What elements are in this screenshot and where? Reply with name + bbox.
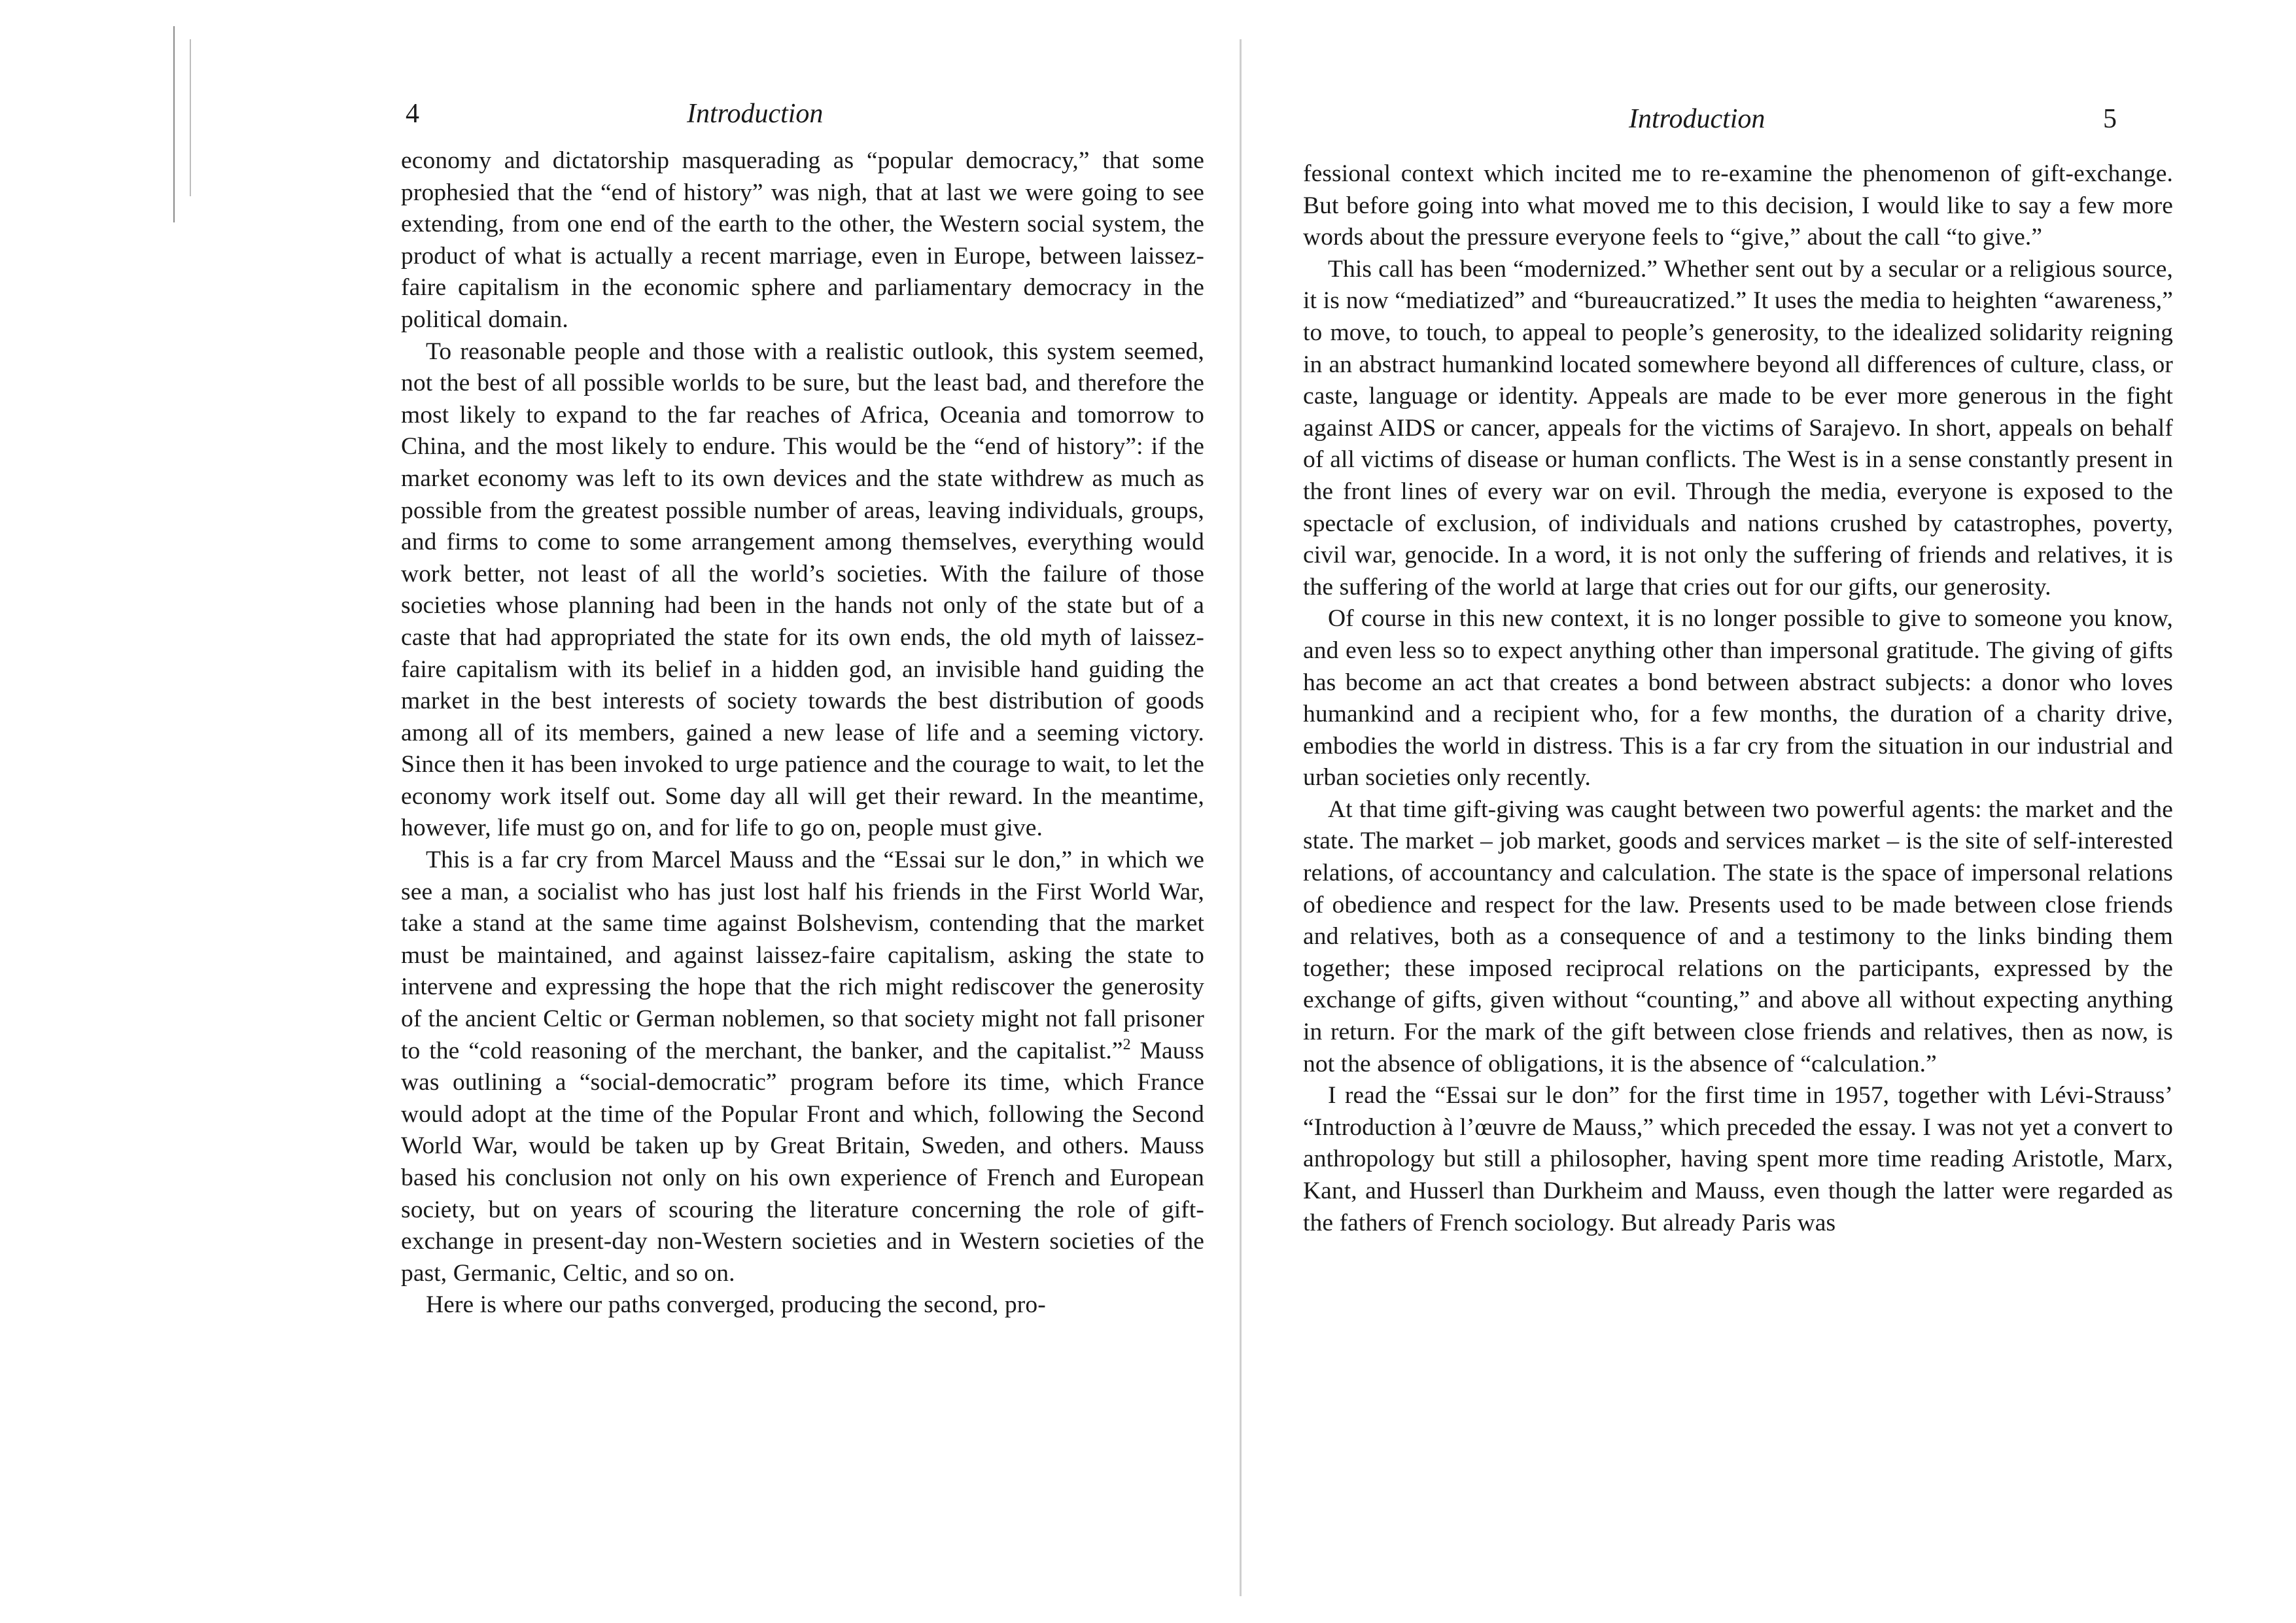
paragraph-text: Mauss was outlining a “social-democratic” program before its time, which France would adopt at the time of the Popular Front and which, following the Second World War, would be taken up by Great Britain, Sweden, and others. Mauss based his conclusion not only on his own experience of French and European society, but on years of scouring the literature concerning the role of gift-exchange in present-day non-Western societies and in Western societies of the past, Germanic, Celtic, and so on. (401, 1037, 1204, 1287)
running-head: Introduction (687, 99, 824, 129)
paragraph: economy and dictatorship masquerading as “popular democracy,” that some prophesied that the “end of history” was nigh, that at last we were going to see extending, from one end of the earth to the other, the Western social system, the product of what is actually a recent marriage, even in Europe, between laissez-faire capitalism in the economic sphere and parliamentary democracy in the political domain. (401, 147, 1204, 333)
paragraph: At that time gift-giving was caught between two powerful agents: the market and the state. The market – job market, goods and services market – is the site of self-interested relations, of accountancy and calculation. The state is the space of impersonal relations of obedience and respect for the law. Presents used to be made between close friends and relatives, both as a consequence of and a testimony to the links binding them together; these imposed reciprocal relations on the participants, expressed by the exchange of gifts, given without “counting,” and above all without expecting anything in return. For the mark of the gift between close friends and relatives, then as now, is not the absence of obligations, it is the absence of “calculation.” (1303, 795, 2173, 1077)
right-body-text (1303, 158, 2173, 1239)
page-number: 5 (2103, 104, 2117, 134)
paragraph-text: This is a far cry from Marcel Mauss and the “Essai sur le don,” in which we see a man, a socialist who has just lost half his friends in the First World War, take a stand at the same time against Bolshevism, contending that the market must be maintained, and against laissez-faire capitalism, asking the state to intervene and expressing the hope that the rich might rediscover the generosity of the ancient Celtic or German noblemen, so that society might not fall prisoner to the “cold reasoning of the merchant, the banker, and the capitalist.” (401, 846, 1204, 1064)
paragraph (401, 845, 1204, 1289)
paragraph: Here is where our paths converged, producing the second, pro- (426, 1291, 1046, 1319)
paragraph: Of course in this new context, it is no longer possible to give to someone you know, and even less so to expect anything other than impersonal gratitude. The giving of gifts has become an act that creates a bond between abstract subjects: a donor who loves humankind and a recipient who, for a few months, the duration of a charity drive, embodies the world in distress. This is a far cry from the situation in our industrial and urban societies only recently. (1303, 605, 2173, 792)
right-page (1243, 0, 2296, 1623)
left-body-text (401, 145, 1204, 1321)
running-head: Introduction (1629, 104, 1765, 134)
page-number: 4 (406, 99, 419, 129)
paragraph: To reasonable people and those with a realistic outlook, this system seemed, not the best of all possible worlds to be sure, but the least bad, and therefore the most likely to expand to the far reaches of Africa, Oceania and tomorrow to China, and the most likely to endure. This would be the “end of history”: if the market economy was left to its own devices and the state withdrew as much as possible from the greatest possible number of areas, leaving individuals, groups, and firms to come to some arrangement among themselves, everything would work better, not least of all the world’s societies. With the failure of those societies whose planning had been in the hands not only of the state but of a caste that had appropriated the state for its own ends, the old myth of laissez-faire capitalism with its belief in a hidden god, an invisible hand guiding the market in the best interests of society towards the best distribution of goods among all of its members, gained a new lease of life and a seeming victory. Since then it has been invoked to urge patience and the courage to wait, to let the economy work itself out. Some day all will get their reward. In the meantime, however, life must go on, and for life to go on, people must give. (401, 338, 1204, 842)
footnote-marker: 2 (1122, 1036, 1131, 1053)
paragraph: I read the “Essai sur le don” for the first time in 1957, together with Lévi-Strauss’ “Introduction à l’œuvre de Mauss,” which preceded the essay. I was not yet a convert to anthropology but still a philosopher, having spent more time reading Aristotle, Marx, Kant, and Husserl than Durkheim and Mauss, even though the latter were regarded as the fathers of French sociology. But already Paris was (1303, 1082, 2173, 1236)
paragraph: fessional context which incited me to re-examine the phenomenon of gift-exchange. But before going into what moved me to this decision, I would like to say a few more words about the pressure everyone feels to “give,” about the call “to give.” (1303, 160, 2173, 251)
paragraph: This call has been “modernized.” Whether sent out by a secular or a religious source, it is now “mediatized” and “bureaucratized.” It uses the media to heighten “awareness,” to move, to touch, to appeal to people’s generosity, to the idealized solidarity reigning in an abstract humankind located somewhere beyond all differences of culture, class, or caste, language or identity. Appeals are made to be ever more generous in the fight against AIDS or cancer, appeals for the victims of Sarajevo. In short, appeals on behalf of all victims of disease or human conflicts. The West is in a sense constantly present in the front lines of every war on evil. Through the media, everyone is exposed to the spectacle of exclusion, of individuals and nations crushed by catastrophes, poverty, civil war, genocide. In a word, it is not only the suffering of friends and relatives, it is the suffering of the world at large that cries out for our gifts, our generosity. (1303, 255, 2173, 601)
